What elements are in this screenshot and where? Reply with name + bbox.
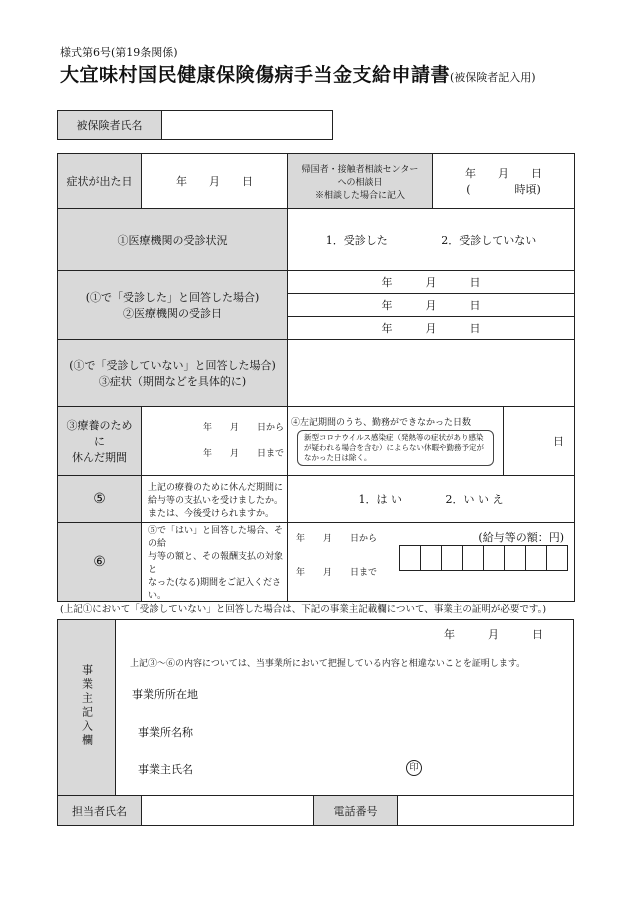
q6-amount-boxes[interactable] — [399, 545, 568, 571]
amount-digit-box[interactable] — [463, 545, 484, 571]
seal-icon — [406, 760, 422, 776]
q3-symptom-field[interactable] — [288, 340, 575, 407]
q4-unable-note: 新型コロナウイルス感染症（発熱等の症状があり感染が疑われる場合を含む）によらない休暇や勤務予定がなかった日は除く。 — [297, 430, 494, 466]
q6-to-date[interactable]: 年 月 日まで — [296, 568, 378, 578]
insured-name-label: 被保険者氏名 — [58, 111, 162, 140]
q6-amount-label: (給与等の額：円) — [478, 531, 564, 544]
amount-digit-box[interactable] — [484, 545, 505, 571]
q2-date-field-3[interactable]: 年 月 日 — [288, 317, 575, 340]
title-suffix: (被保険者記入用) — [450, 71, 536, 84]
employer-section-label — [58, 620, 116, 796]
insured-name-table — [57, 110, 333, 140]
staff-name-label: 担当者氏名 — [58, 796, 142, 826]
q5-number: ⑤ — [58, 476, 142, 523]
q6-amount-area — [288, 523, 575, 602]
consult-date-field[interactable] — [433, 154, 575, 209]
phone-label: 電話番号 — [314, 796, 398, 826]
q6-text-3: なった(なる)期間をご記入ください。 — [148, 578, 282, 601]
employer-table — [57, 619, 574, 796]
amount-digit-box[interactable] — [442, 545, 463, 571]
form-reference: 様式第6号(第19条関係) — [60, 46, 178, 59]
q5-text-3: または、今後受けられますか。 — [148, 508, 275, 519]
q5-text-2: 給与等の支払いを受けましたか。 — [148, 495, 284, 506]
q2-label-2: ②医療機関の受診日 — [123, 307, 222, 320]
q4-days-field[interactable]: 日 — [504, 407, 575, 476]
employer-owner-label: 事業主氏名 — [138, 763, 193, 776]
q4-to-date: 年 月 日まで — [202, 449, 284, 459]
q4-label-1: ③療養のため — [66, 419, 133, 432]
q1-options — [288, 209, 575, 271]
employer-date[interactable]: 年 月 日 — [444, 628, 543, 641]
q5-option-yes[interactable]: 1．は い — [358, 493, 402, 506]
amount-digit-box[interactable] — [547, 545, 568, 571]
amount-digit-box[interactable] — [399, 545, 421, 571]
q4-unable-title: ④左記期間のうち、勤務ができなかった日数 — [291, 417, 472, 428]
q3-label-1: (①で「受診していない」と回答した場合) — [69, 359, 276, 372]
q4-label — [58, 407, 142, 476]
consult-label-3: ※相談した場合に記入 — [314, 190, 405, 201]
employer-address-label: 事業所所在地 — [132, 688, 198, 701]
employer-name-label: 事業所名称 — [138, 726, 193, 739]
q6-text-2: 与等の額と、その報酬支払の対象と — [148, 552, 284, 575]
q5-question — [142, 476, 288, 523]
q4-from-date: 年 月 日から — [202, 423, 284, 433]
q2-date-field-2[interactable]: 年 月 日 — [288, 294, 575, 317]
q1-label: ①医療機関の受診状況 — [58, 209, 288, 271]
q3-label-2: ③症状（期間などを具体的に) — [98, 375, 247, 388]
footer-table — [57, 795, 574, 826]
amount-digit-box[interactable] — [505, 545, 526, 571]
consult-time: ( 時頃) — [466, 183, 541, 196]
employer-section-label-text: 事業主記入欄 — [80, 664, 94, 748]
q2-label-1: (①で「受診した」と回答した場合) — [85, 291, 260, 304]
q4-label-3: 休んだ期間 — [72, 451, 127, 464]
q1-option-yes[interactable]: 1．受診した — [325, 233, 388, 247]
q5-option-no[interactable]: 2．い い え — [445, 493, 504, 506]
consult-label-2: への相談日 — [337, 177, 383, 188]
q4-unable-label — [288, 407, 504, 476]
employer-entry-area — [116, 620, 574, 796]
employer-certify-text: 上記③～⑥の内容については、当事業所において把握している内容と相違ないことを証明します。 — [130, 659, 526, 669]
amount-digit-box[interactable] — [421, 545, 442, 571]
q5-options — [288, 476, 575, 523]
staff-name-field[interactable] — [142, 796, 314, 826]
q5-text-1: 上記の療養のために休んだ期間に — [148, 482, 284, 493]
q4-label-2: に — [94, 435, 105, 448]
q2-date-field-1[interactable]: 年 月 日 — [288, 271, 575, 294]
q6-question — [142, 523, 288, 602]
consult-label — [288, 154, 433, 209]
insured-name-field[interactable] — [162, 111, 333, 140]
phone-field[interactable] — [398, 796, 574, 826]
consult-label-1: 帰国者・接触者相談センター — [301, 164, 419, 175]
employer-certification-note: (上記①において「受診していない」と回答した場合は、下記の事業主記載欄について、事業主の証明が必要です。) — [60, 604, 547, 615]
title-main: 大宜味村国民健康保険傷病手当金支給申請書 — [60, 64, 451, 86]
seal-mark: 印 — [406, 760, 422, 776]
q2-label — [58, 271, 288, 340]
q6-text-1: ⑤で「はい」と回答した場合、その給 — [148, 526, 284, 549]
consult-date: 年 月 日 — [465, 167, 542, 180]
amount-digit-box[interactable] — [526, 545, 547, 571]
main-form-table — [57, 153, 575, 602]
q1-option-no[interactable]: 2．受診していない — [441, 233, 537, 247]
page-title — [60, 60, 536, 87]
q4-period-field[interactable] — [142, 407, 288, 476]
q6-from-date[interactable]: 年 月 日から — [296, 534, 378, 544]
onset-label: 症状が出た日 — [58, 154, 142, 209]
q6-number: ⑥ — [58, 523, 142, 602]
q3-label — [58, 340, 288, 407]
onset-date-field[interactable]: 年 月 日 — [142, 154, 288, 209]
